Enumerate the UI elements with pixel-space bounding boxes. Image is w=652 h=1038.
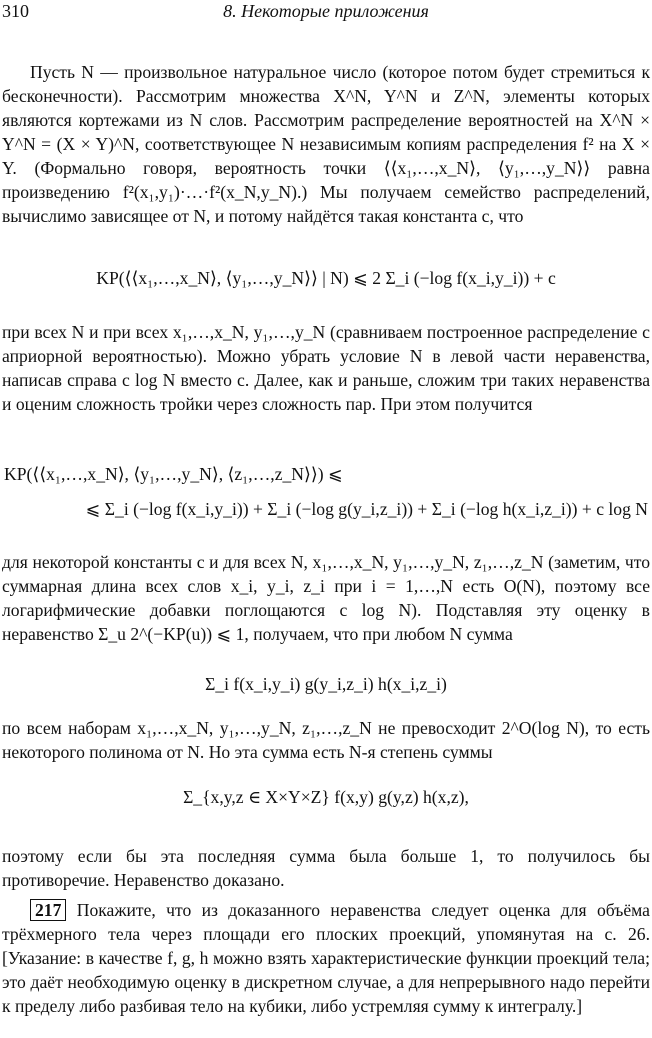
running-title: 8. Некоторые приложения: [223, 1, 429, 21]
page-header: [0, 0, 652, 24]
formula-1: [0, 266, 652, 290]
paragraph-5: поэтому если бы эта последняя сумма была больше 1, то получилось бы противоречие. Неравенство доказано.: [2, 846, 650, 890]
formula-1-text: KP(⟨⟨x₁,…,x_N⟩, ⟨y₁,…,y_N⟩⟩ | N) ⩽ 2 Σ_i (−log f(x_i,y_i)) + c: [96, 268, 556, 288]
formula-4: [0, 785, 652, 809]
formula-3: [0, 672, 652, 696]
formula-4-text: Σ_{x,y,z ∈ X×Y×Z} f(x,y) g(y,z) h(x,z),: [183, 787, 469, 807]
paragraph-4: по всем наборам x₁,…,x_N, y₁,…,y_N, z₁,…,z_N не превосходит 2^O(log N), то есть некоторого полинома от N. Но эта сумма есть N-я степень суммы: [2, 718, 650, 762]
exercise-number: 217: [30, 899, 66, 921]
formula-2-line-2: [0, 497, 648, 521]
page-number: 310: [2, 1, 29, 21]
paragraph-1: Пусть N — произвольное натуральное число (которое потом будет стремиться к бесконечности). Рассмотрим множества X^N, Y^N и Z^N, элементы которых являются кортежами из N слов. Рассмотрим распределение вероятностей на X^N × Y^N = (X × Y)^N, соответствующее N независимым копиям распределения f² на X × Y. (Формально говоря, вероятность точки ⟨⟨x₁,…,x_N⟩, ⟨y₁,…,y_N⟩⟩ равна произведению f²(x₁,y₁)·…·f²(x_N,y_N).) Мы получаем семейство распределений, вычислимо зависящее от N, и потому найдётся такая константа c, что: [2, 62, 650, 226]
formula-3-text: Σ_i f(x_i,y_i) g(y_i,z_i) h(x_i,z_i): [205, 674, 447, 694]
paragraph-3: для некоторой константы c и для всех N, x₁,…,x_N, y₁,…,y_N, z₁,…,z_N (заметим, что суммарная длина всех слов x_i, y_i, z_i при i = 1,…,N есть O(N), поэтому все логарифмические добавки поглощаются c log N). Подставляя эту оценку в неравенство Σ_u 2^(−KP(u)) ⩽ 1, получаем, что при любом N сумма: [2, 552, 650, 644]
formula-2-line-1: [4, 462, 652, 486]
formula-2-line-1-text: KP(⟨⟨x₁,…,x_N⟩, ⟨y₁,…,y_N⟩, ⟨z₁,…,z_N⟩⟩) ⩽: [4, 464, 343, 484]
exercise-217: [2, 898, 650, 1018]
exercise-text: Покажите, что из доказанного неравенства следует оценка для объёма трёхмерного тела через площади его плоских проекций, упомянутая на с. 26. [Указание: в качестве f, g, h можно взять характеристические функции проекций тела; это даёт необходимую оценку в дискретном случае, а для непрерывного надо перейти к пределу либо разбивая тело на кубики, либо устремляя сумму к интегралу.]: [2, 900, 650, 1016]
formula-2-line-2-text: ⩽ Σ_i (−log f(x_i,y_i)) + Σ_i (−log g(y_i,z_i)) + Σ_i (−log h(x_i,z_i)) + c log N: [85, 499, 648, 519]
paragraph-2: при всех N и при всех x₁,…,x_N, y₁,…,y_N (сравниваем построенное распределение с априорной вероятностью). Можно убрать условие N в левой части неравенства, написав справа c log N вместо c. Далее, как и раньше, сложим три таких неравенства и оценим сложность тройки через сложность пар. При этом получится: [2, 322, 650, 414]
